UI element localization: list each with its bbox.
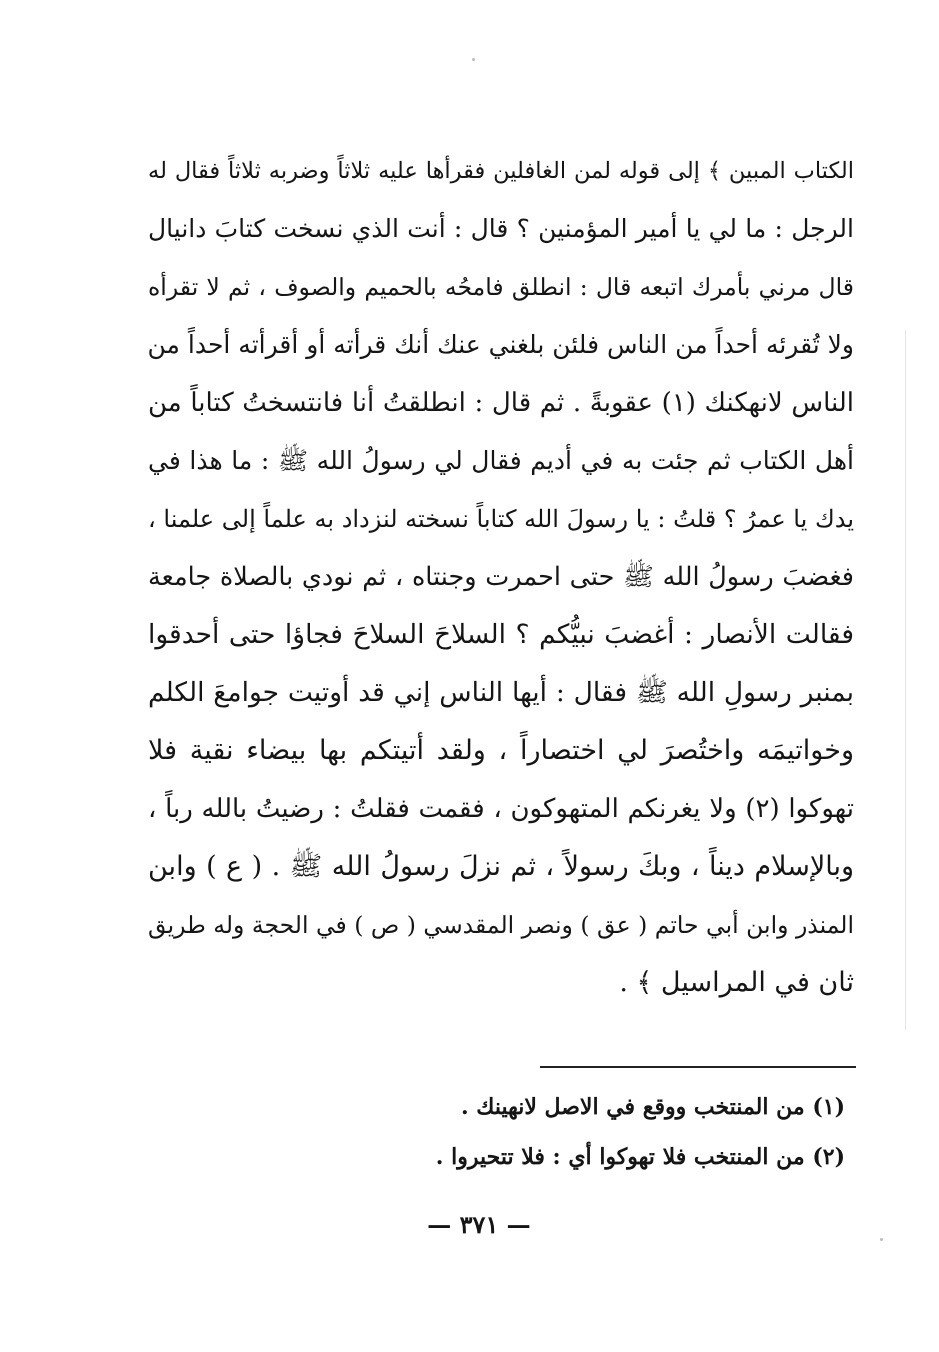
text-line: بمنبر رسولِ الله ﷺ فقال : أيها الناس إني قد أوتيت جوامعَ الكلم — [148, 677, 854, 708]
scan-speck — [880, 1238, 883, 1241]
text-line: المنذر وابن أبي حاتم ( عق ) ونصر المقدسي ( ص ) في الحجة وله طريق — [148, 911, 854, 939]
scan-speck — [472, 58, 475, 61]
text-line: وبالإسلام ديناً ، وبكَ رسولاً ، ثم نزلَ رسولُ الله ﷺ . ( ع ) وابن — [148, 851, 854, 882]
footnote-1: (١) من المنتخب ووقع في الاصل لانهينك . — [460, 1094, 845, 1120]
text-line: الرجل : ما لي يا أمير المؤمنين ؟ قال : أنت الذي نسخت كتابَ دانيال — [148, 214, 854, 243]
text-line: الناس لانهكنك (١) عقوبةً . ثم قال : انطلقتُ أنا فانتسختُ كتاباً من — [148, 388, 854, 418]
main-text-block — [148, 142, 854, 1012]
page-edge-shadow — [905, 330, 906, 1030]
text-line: وخواتيمَه واختُصرَ لي اختصاراً ، ولقد أتيتكم بها بيضاء نقية فلا — [148, 735, 854, 766]
footnotes-block — [300, 1082, 845, 1182]
text-line: ثان في المراسيل ﴾ . — [619, 967, 854, 998]
page-number: — ٣٧١ — — [427, 1210, 531, 1239]
text-line: فغضبَ رسولُ الله ﷺ حتى احمرت وجنتاه ، ثم نودي بالصلاة جامعة — [148, 562, 854, 592]
text-line: قال مرني بأمرك اتبعه قال : انطلق فامحُه بالحميم والصوف ، ثم لا تقرأه — [148, 273, 854, 301]
text-line: أهل الكتاب ثم جئت به في أديم فقال لي رسولُ الله ﷺ : ما هذا في — [148, 446, 854, 475]
footnote-divider — [540, 1066, 856, 1068]
text-line: ولا تُقرئه أحداً من الناس فلئن بلغني عنك أنك قرأته أو أقرأته أحداً من — [148, 330, 854, 359]
text-line: فقالت الأنصار : أغضبَ نبيُّكم ؟ السلاحَ السلاحَ فجاؤا حتى أحدقوا — [148, 619, 854, 650]
text-line: الكتاب المبين ﴾ إلى قوله لمن الغافلين فقرأها عليه ثلاثاً وضربه ثلاثاً فقال له — [148, 158, 854, 184]
text-line: يدك يا عمرُ ؟ قلتُ : يا رسولَ الله كتاباً نسخته لنزداد به علماً إلى علمنا ، — [148, 505, 854, 533]
footnote-2: (٢) من المنتخب فلا تهوكوا أي : فلا تتحيروا . — [435, 1144, 845, 1170]
text-line: تهوكوا (٢) ولا يغرنكم المتهوكون ، فقمت فقلتُ : رضيتُ بالله رباً ، — [148, 794, 854, 824]
